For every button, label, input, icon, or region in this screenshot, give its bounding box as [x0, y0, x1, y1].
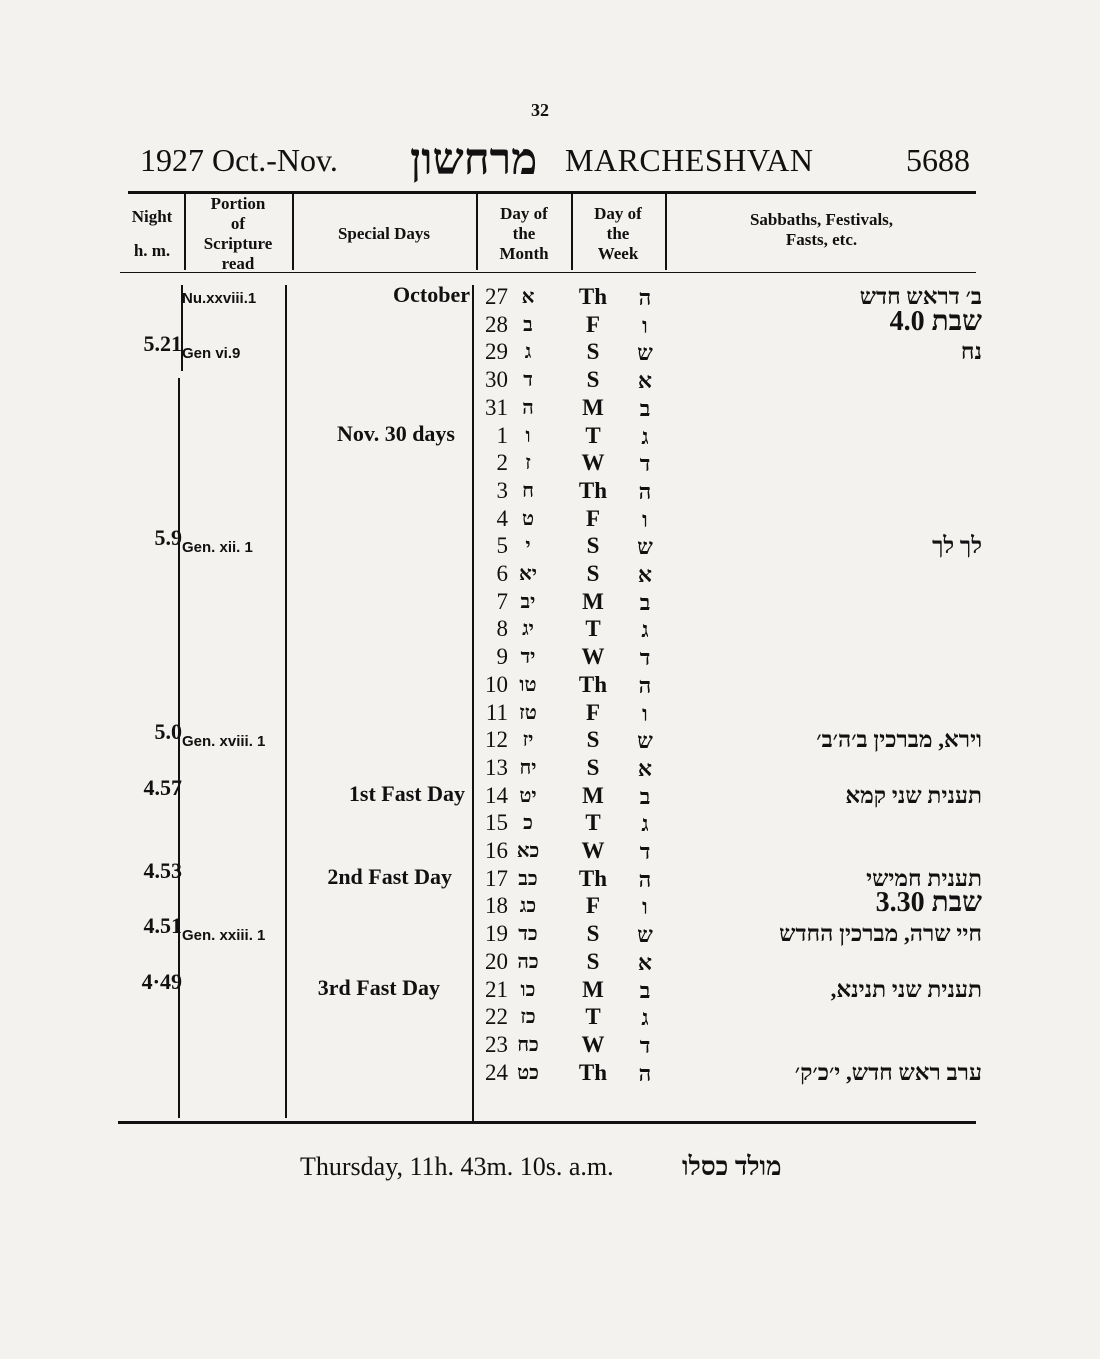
day-of-month-number: 30 [485, 367, 508, 393]
day-of-month-number: 16 [485, 838, 508, 863]
hebrew-day-of-week: ד [639, 451, 651, 477]
nightfall-time: 4.57 [143, 774, 182, 800]
sabbath-festival-entry: נח [960, 339, 982, 365]
day-of-week-letter: Th [578, 477, 608, 503]
title-hebrew-month: מרחשון [410, 135, 538, 184]
sabbath-festival-entry: לך לך [932, 533, 982, 559]
hebrew-day-of-week: ג [641, 617, 649, 643]
header-portion: Portion of Scripture read [203, 194, 273, 273]
day-of-month-number: 22 [485, 1004, 508, 1030]
hebrew-day-of-month: כב [518, 867, 538, 890]
day-of-month-number: 21 [485, 976, 508, 1002]
header-day-of-week: Day of the Week [594, 204, 642, 263]
sabbath-festival-entry: ב׳ דראש חדש [859, 284, 982, 309]
hebrew-day-of-month: כג [519, 895, 537, 918]
day-of-month-number: 5 [496, 533, 508, 559]
day-of-month-number: 18 [485, 893, 508, 919]
nightfall-time: 4.53 [143, 857, 182, 883]
day-of-week-letter: Th [578, 1059, 608, 1085]
day-of-week-letter: T [585, 810, 601, 836]
scripture-portion: Gen. xxiii. 1 [182, 927, 266, 945]
day-of-week-letter: F [585, 893, 601, 919]
hebrew-day-of-month: יא [518, 563, 538, 585]
day-of-month-number: 28 [485, 311, 508, 337]
day-of-month-number: 3 [496, 477, 508, 503]
hebrew-day-of-week: ד [639, 839, 651, 864]
hebrew-day-of-month: ו [525, 424, 531, 447]
day-of-month-number: 29 [485, 339, 508, 365]
day-of-week-letter: S [586, 561, 600, 586]
day-of-month-number: 2 [496, 450, 508, 476]
hebrew-day-of-month: יג [522, 618, 534, 641]
hebrew-day-of-month: ה [522, 396, 534, 419]
hebrew-day-of-week: ג [641, 811, 649, 837]
hebrew-day-of-month: ג [524, 341, 532, 364]
day-of-week-letter: S [586, 339, 600, 365]
day-of-month-number: 31 [485, 394, 508, 420]
nightfall-time: 4·49 [141, 968, 182, 994]
sabbath-festival-entry: ערב ראש חדש, י׳כ׳ק׳ [794, 1059, 982, 1085]
sabbath-festival-entry: תענית שני קמא [845, 782, 982, 808]
sabbath-festival-entry: וירא, מברכין ב׳ה׳ב׳ [816, 727, 982, 753]
sabbath-festival-entry: חיי שרה, מברכין החדש [779, 921, 982, 947]
title-hebrew-year: 5688 [906, 142, 970, 178]
hebrew-day-of-week: ב [639, 783, 651, 809]
hebrew-day-of-month: ט [521, 507, 535, 530]
day-of-month-number: 11 [485, 699, 508, 725]
day-of-month-number: 7 [496, 588, 508, 614]
hebrew-day-of-month: כה [517, 950, 539, 973]
day-of-month-number: 15 [485, 810, 508, 836]
hebrew-day-of-week: ג [641, 1005, 649, 1031]
scripture-portion: Gen vi.9 [182, 345, 241, 363]
header-sabbaths-festivals: Sabbaths, Festivals, Fasts, etc. [749, 210, 894, 249]
day-of-month-number: 8 [496, 616, 508, 642]
hebrew-day-of-week: א [637, 755, 653, 781]
day-of-week-letter: W [581, 838, 605, 863]
hebrew-day-of-week: ה [638, 672, 652, 698]
hebrew-day-of-month: א [521, 286, 535, 308]
column-divider [285, 285, 287, 1118]
day-of-week-letter: S [586, 948, 600, 974]
scripture-portion: Gen. xii. 1 [182, 539, 253, 557]
day-of-month-number: 27 [485, 284, 508, 309]
header-day-of-month: Day of the Month [499, 204, 549, 263]
hebrew-day-of-month: כו [520, 978, 536, 1001]
hebrew-day-of-month: יח [519, 756, 537, 779]
hebrew-day-of-month: ח [522, 479, 534, 502]
special-day-label: Nov. 30 days [337, 420, 455, 446]
day-of-week-letter: S [586, 727, 600, 753]
hebrew-day-of-week: ד [639, 1032, 651, 1058]
day-of-month-number: 12 [485, 727, 508, 753]
hebrew-day-of-week: ב [639, 589, 651, 615]
day-of-week-letter: W [581, 1031, 605, 1057]
hebrew-day-of-month: ב [523, 313, 533, 336]
day-of-week-letter: T [585, 616, 601, 642]
title-dates: 1927 Oct.-Nov. [140, 142, 338, 178]
day-of-month-number: 19 [485, 921, 508, 947]
hebrew-day-of-month: טו [519, 673, 537, 696]
hebrew-day-of-week: ה [638, 285, 652, 310]
hebrew-day-of-month: ז [525, 452, 531, 475]
hebrew-day-of-month: יז [522, 729, 534, 752]
hebrew-day-of-week: ו [642, 894, 648, 920]
day-of-week-letter: W [581, 644, 605, 670]
day-of-week-letter: S [586, 921, 600, 947]
day-of-week-letter: Th [578, 865, 608, 891]
day-of-week-letter: F [585, 311, 601, 337]
day-of-week-letter: Th [578, 284, 608, 309]
molad-time: Thursday, 11h. 43m. 10s. a.m. [300, 1152, 614, 1181]
hebrew-day-of-week: ד [639, 645, 651, 671]
day-of-month-number: 4 [496, 505, 508, 531]
hebrew-day-of-week: ה [638, 1060, 652, 1086]
hebrew-day-of-month: יב [520, 590, 536, 613]
hebrew-day-of-week: ב [639, 395, 651, 421]
day-of-week-letter: M [582, 782, 604, 808]
hebrew-day-of-month: כח [517, 1033, 539, 1056]
hebrew-day-of-week: ב [639, 977, 651, 1003]
page-title [140, 135, 980, 188]
hebrew-day-of-week: ש [637, 728, 653, 754]
header-special-days: Special Days [337, 224, 431, 243]
day-of-week-letter: Th [578, 671, 608, 697]
nightfall-time: 5.21 [143, 331, 182, 357]
hebrew-day-of-month: כ [523, 812, 533, 835]
special-day-label: 2nd Fast Day [327, 863, 452, 889]
special-day-label: October [393, 282, 470, 307]
hebrew-day-of-month: כט [517, 1061, 539, 1084]
special-day-label: 3rd Fast Day [317, 974, 440, 1000]
sabbath-festival-entry: שבת 4.0 [889, 305, 982, 337]
day-of-month-number: 13 [485, 754, 508, 780]
day-of-month-number: 24 [485, 1059, 508, 1085]
hebrew-day-of-month: יד [520, 646, 536, 669]
hebrew-day-of-week: ו [642, 312, 648, 338]
sabbath-festival-entry: תענית שני תנינא, [830, 976, 982, 1002]
day-of-month-number: 17 [485, 865, 508, 891]
hebrew-day-of-month: י [525, 535, 531, 558]
day-of-week-letter: S [586, 533, 600, 559]
day-of-week-letter: F [585, 699, 601, 725]
molad-label: מולד כסלו [682, 1152, 782, 1181]
nightfall-time: 4.51 [143, 913, 182, 939]
hebrew-day-of-month: כא [516, 840, 540, 862]
hebrew-day-of-month: יט [519, 784, 537, 807]
table-bottom-rule [118, 1121, 976, 1124]
day-of-week-letter: T [585, 1004, 601, 1030]
hebrew-day-of-month: כז [520, 1006, 536, 1029]
day-of-month-number: 20 [485, 948, 508, 974]
day-of-week-letter: S [586, 367, 600, 393]
day-of-month-number: 23 [485, 1031, 508, 1057]
nightfall-time: 5.0 [154, 719, 182, 745]
page-number: 32 [531, 100, 549, 120]
nightfall-time: 5.9 [154, 525, 182, 551]
scripture-portion: Nu.xxviii.1 [182, 290, 257, 307]
day-of-month-number: 6 [496, 561, 508, 586]
day-of-week-letter: M [582, 394, 604, 420]
column-divider [178, 378, 180, 1118]
title-month-name: MARCHESHVAN [565, 142, 814, 178]
day-of-week-letter: W [581, 450, 605, 476]
header-night: Night h. m. [131, 207, 173, 260]
day-of-month-number: 9 [496, 644, 508, 670]
hebrew-day-of-week: א [637, 949, 653, 975]
day-of-month-number: 10 [485, 671, 508, 697]
hebrew-day-of-week: ג [641, 423, 649, 449]
hebrew-day-of-week: ה [638, 478, 652, 504]
day-of-month-number: 1 [496, 422, 508, 448]
sabbath-festival-entry: תענית חמישי [866, 865, 982, 891]
hebrew-day-of-month: טז [519, 701, 537, 724]
hebrew-day-of-week: ו [642, 506, 648, 532]
hebrew-day-of-week: א [637, 368, 653, 394]
hebrew-day-of-week: ש [637, 534, 653, 560]
hebrew-day-of-month: ד [523, 369, 533, 392]
hebrew-day-of-week: ש [637, 922, 653, 948]
day-of-week-letter: T [585, 422, 601, 448]
hebrew-day-of-week: א [637, 562, 653, 587]
sabbath-festival-entry: שבת 3.30 [875, 887, 982, 919]
day-of-week-letter: S [586, 754, 600, 780]
day-of-week-letter: M [582, 976, 604, 1002]
hebrew-day-of-week: ש [637, 340, 653, 366]
day-of-week-letter: M [582, 588, 604, 614]
day-of-week-letter: F [585, 505, 601, 531]
hebrew-day-of-month: כד [518, 923, 538, 946]
hebrew-day-of-week: ו [642, 700, 648, 726]
hebrew-day-of-week: ה [638, 866, 652, 892]
scripture-portion: Gen. xviii. 1 [182, 733, 266, 751]
special-day-label: 1st Fast Day [348, 780, 465, 806]
day-of-month-number: 14 [485, 782, 508, 808]
